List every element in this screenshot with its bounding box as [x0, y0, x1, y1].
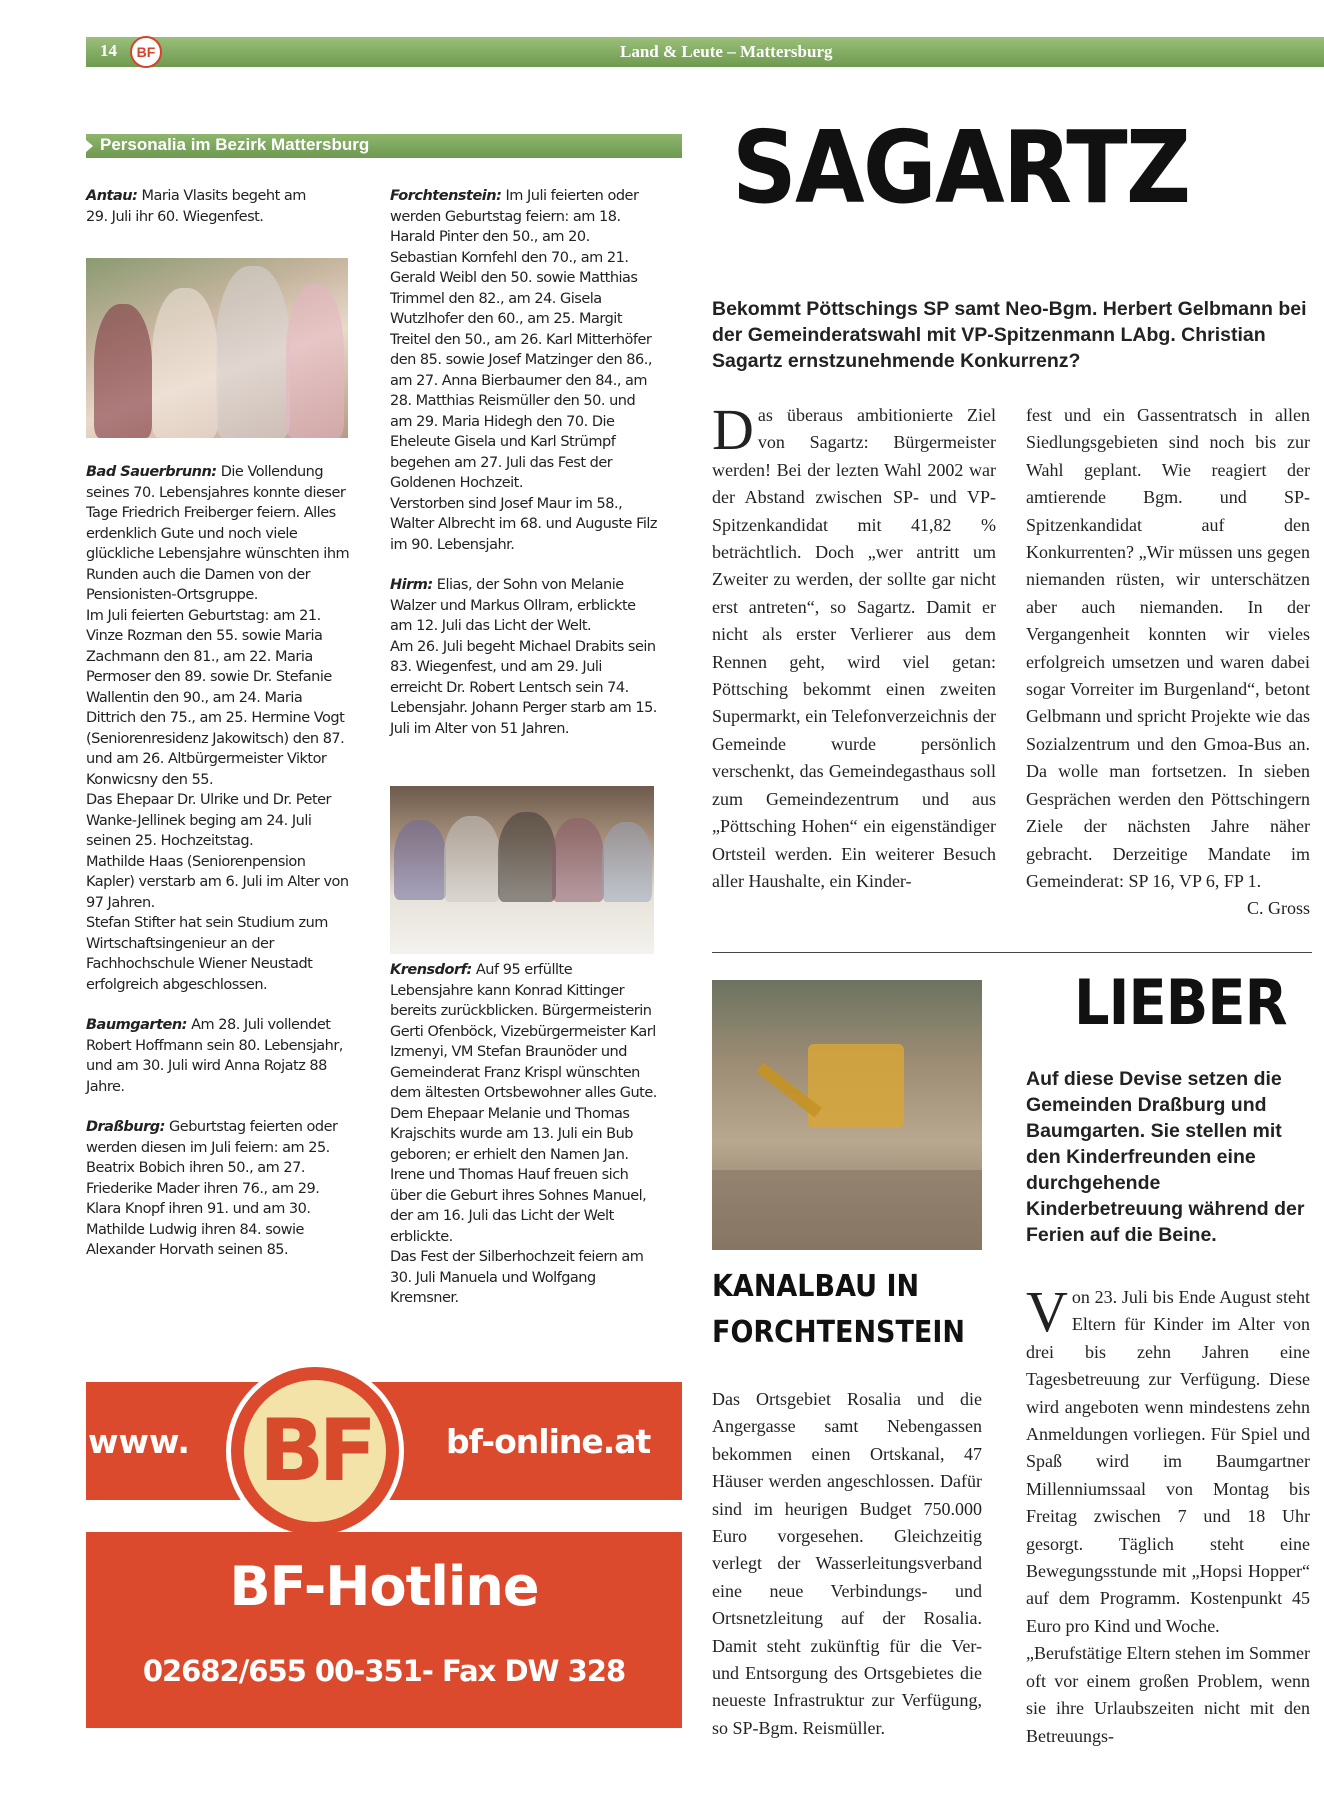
- lieber-headline: LIEBER: [1074, 966, 1287, 1039]
- ad-domain[interactable]: bf-online.at: [446, 1422, 651, 1461]
- text-forchtenstein-1: Im Juli feierten oder werden Geburtstag feiern: am 18. Harald Pinter den 50., am 20. Sebastian Kornfehl den 70., am 21. Gerald Weibl den 50. sowie Matthias Trimmel den 82., am 24. Gisela Wutzlhofer den 60., am 25. Margit Treitel den 50., am 26. Karl Mitterhöfer den 85. sowie Josef Matzinger den 86., am 27. Anna Bierbaumer den 84., am 28. Matthias Reismüller den 50. und am 29. Maria Hidegh den 70. Die Eheleute Gisela und Karl Strümpf begehen am 27. Juli das Fest der Goldenen Hochzeit.: [390, 188, 652, 491]
- bf-logo-icon: [244, 1380, 386, 1522]
- bf-logo-icon: [130, 36, 162, 68]
- arrow-icon: [86, 140, 93, 152]
- person-silhouette: [152, 288, 218, 438]
- kanalbau-headline-1: KANALBAU IN: [712, 1269, 920, 1304]
- text-hirm-1: Elias, der Sohn von Melanie Walzer und Markus Ollram, erblickte am 12. Juli das Licht der Welt.: [390, 577, 636, 634]
- sagartz-column-2: [1026, 402, 1310, 923]
- sagartz-text-2: fest und ein Gassentratsch in allen Siedlungsgebieten sind noch bis zur Wahl geplant. Wie reagiert der amtierende Bgm. und SP-Spitzenkandidat auf den Konkurrenten? „Wir müssen uns gegen niemanden rüsten, wir unterschätzen aber auch niemanden. In der Vergangenheit konnten wir vieles erfolgreich umsetzen und waren dabei sogar Vorreiter im Burgenland“, betont Gelbmann und spricht Projekte wie das Sozialzentrum und den Gmoa-Bus an. Da wolle man fortsetzen. In sieben Gesprächen werden den Pöttschingern Ziele der nächsten Jahre näher gebracht. Derzeitige Mandate im Gemeinderat: SP 16, VP 6, FP 1.: [1026, 405, 1310, 891]
- section-title: Land & Leute – Mattersburg: [620, 42, 833, 61]
- sagartz-column-1: [712, 397, 996, 895]
- ad-www: www.: [88, 1422, 190, 1461]
- person-silhouette: [94, 304, 152, 438]
- person-silhouette: [216, 266, 290, 438]
- text-bad-sauerbrunn-1: Die Vollendung seines 70. Lebensjahres konnte dieser Tage Friedrich Freiberger feiern. Alles erdenklich Gute und noch viele glückliche Lebensjahre wünschten ihm Runden auch die Damen von der Pensionisten-Ortsgruppe.: [86, 464, 350, 603]
- person-silhouette: [552, 818, 604, 902]
- text-drassburg: Geburtstag feierten oder werden diesen im Juli feiern: am 25. Beatrix Bobich ihren 50., am 27. Friederike Mader ihren 76., am 29. Klara Knopf ihren 91. und am 30. Mathilde Ludwig ihren 84. sowie Alexander Horvath seinen 85.: [86, 1119, 338, 1258]
- lieber-body: [1026, 1279, 1310, 1750]
- text-krensdorf-2: Dem Ehepaar Melanie und Thomas Krajschits wurde am 13. Juli ein Bub geboren; er erhielt den Namen Jan. Irene und Thomas Hauf freuen sich über die Geburt ihres Sohnes Manuel, der am 16. Juli das Licht der Welt erblickte.: [390, 1105, 647, 1245]
- personalia-forchtenstein: [390, 186, 658, 739]
- lieber-text-1: on 23. Juli bis Ende August steht Eltern für Kinder im Alter von drei bis zehn Jahren eine Tagesbetreuung zur Verfügung. Diese wird angeboten wenn mindestens zehn Anmeldungen vorliegen. Für Spiel und Spaß wird im Baumgartner Millenniumssaal von Montag bis Freitag zwischen 7 und 18 Uhr gesorgt. Täglich steht eine Bewegungsstunde mit „Hopsi Hopper“ auf dem Programm. Kostenpunkt 45 Euro pro Kind und Woche.: [1026, 1287, 1310, 1636]
- person-silhouette: [394, 820, 446, 900]
- place-bad-sauerbrunn: Bad Sauerbrunn:: [86, 464, 217, 480]
- person-silhouette: [286, 284, 344, 438]
- text-hirm-2: Am 26. Juli begeht Michael Drabits sein 83. Wiegenfest, und am 29. Juli erreicht Dr. Robert Lentsch sein 74. Lebensjahr. Johann Perger starb am 15. Juli im Alter von 51 Jahren.: [390, 638, 657, 737]
- person-silhouette: [444, 816, 500, 902]
- divider: [712, 952, 1312, 953]
- lieber-subhead: Auf diese Devise setzen die Gemeinden Draßburg und Baumgarten. Sie stellen mit den Kinderfreunden eine durchgehende Kinderbetreuung während der Ferien auf die Beine.: [1026, 1068, 1305, 1246]
- ad-hotline-phone[interactable]: 02682/655 00-351- Fax DW 328: [142, 1654, 626, 1688]
- personalia-antau: [86, 186, 331, 227]
- text-baumgarten: Am 28. Juli vollendet Robert Hoffmann sein 80. Lebensjahr, und am 30. Juli wird Anna Rojatz 88 Jahre.: [86, 1017, 343, 1095]
- text-krensdorf-3: Das Fest der Silberhochzeit feiern am 30. Juli Manuela und Wolfgang Kremsner.: [390, 1249, 644, 1306]
- personalia-bad-sauerbrunn: [86, 462, 354, 1261]
- place-krensdorf: Krensdorf:: [390, 962, 472, 978]
- kanalbau-body: Das Ortsgebiet Rosalia und die Angergasse samt Nebengassen bekommen einen Ortskanal, 47 Häuser werden angeschlossen. Dafür sind im heurigen Budget 750.000 Euro vorgesehen. Gleichzeitig verlegt der Wasserleitungsverband eine neue Verbindungs- und Ortsnetzleitung auf der Rosalia. Damit steht zukünftig für die Ver- und Entsorgung des Ortsgebietes die neueste Infrastruktur zur Verfügung, so SP-Bgm. Reismüller.: [712, 1389, 982, 1738]
- place-drassburg: Draßburg:: [86, 1119, 165, 1135]
- place-hirm: Hirm:: [390, 577, 433, 593]
- sagartz-dropcap: D: [712, 397, 754, 462]
- sagartz-headline: SAGARTZ: [732, 109, 1190, 226]
- lieber-dropcap: V: [1026, 1279, 1068, 1344]
- personalia-title: Personalia im Bezirk Mattersburg: [100, 135, 370, 154]
- personalia-krensdorf: [390, 960, 658, 1309]
- place-antau: Antau:: [86, 188, 138, 204]
- ad-logo-text: BF: [258, 1401, 372, 1501]
- place-forchtenstein: Forchtenstein:: [390, 188, 502, 204]
- person-silhouette: [602, 822, 652, 902]
- text-krensdorf-1: Auf 95 erfüllte Lebensjahre kann Konrad Kittinger bereits zurückblicken. Bürgermeisterin Gerti Ofenböck, Vizebürgermeister Karl Izmenyi, VM Stefan Braunöder und Gemeinderat Franz Krispl wünschten dem ältesten Ortsbewohner alles Gute.: [390, 962, 657, 1101]
- ground: [712, 1170, 982, 1250]
- text-forchtenstein-2: Verstorben sind Josef Maur im 58., Walter Albrecht im 68. und Auguste Filz im 90. Lebensjahr.: [390, 495, 658, 553]
- lieber-text-2: „Berufstätige Eltern stehen im Sommer oft vor einem großen Problem, wenn sie ihre Urlaubszeiten nicht mit den Betreuungs-: [1026, 1643, 1310, 1746]
- ad-hotline-title: BF-Hotline: [229, 1555, 539, 1618]
- text-bad-sauerbrunn-3: Das Ehepaar Dr. Ulrike und Dr. Peter Wanke-Jellinek beging am 24. Juli seinen 25. Hochzeitstag.: [86, 792, 332, 849]
- sagartz-subhead: Bekommt Pöttschings SP samt Neo-Bgm. Herbert Gelbmann bei der Gemeinderatswahl mit VP-Spitzenmann LAbg. Christian Sagartz ernstzunehmende Konkurrenz?: [712, 298, 1307, 372]
- text-antau: Maria Vlasits begeht am 29. Juli ihr 60. Wiegenfest.: [86, 188, 306, 225]
- text-bad-sauerbrunn-4: Mathilde Haas (Seniorenpension Kapler) verstarb am 6. Juli im Alter von 97 Jahren.: [86, 853, 349, 911]
- page-number: 14: [100, 41, 117, 60]
- sagartz-text-1: as überaus ambitionierte Ziel von Sagartz: Bürgermeister werden! Bei der lezten Wahl 2002 war der Abstand zwischen SP- und VP-Spitzenkandidat mit 41,82 % beträchtlich. Doch „wer antritt um Zweiter zu werden, der sollte gar nicht erst antreten“, so Sagartz. Damit er nicht als erster Verlierer aus dem Rennen geht, wird viel getan: Pöttsching bekommt einen zweiten Supermarkt, ein Telefonverzeichnis der Gemeinde wurde persönlich verschenkt, das Gemeindegasthaus soll zum Gemeindezentrum und aus „Pöttsching Hohen“ ein eigenständiger Ortsteil werden. Ein weiterer Besuch aller Haushalte, ein Kinder-: [712, 405, 996, 891]
- photo-four-women: [86, 258, 348, 438]
- text-bad-sauerbrunn-5: Stefan Stifter hat sein Studium zum Wirtschaftsingenieur an der Fachhochschule Wiener Neustadt erfolgreich abgeschlossen.: [86, 915, 328, 993]
- kanalbau-headline-2: FORCHTENSTEIN: [712, 1315, 966, 1350]
- person-silhouette: [498, 812, 556, 902]
- excavator-body: [808, 1044, 904, 1128]
- place-baumgarten: Baumgarten:: [86, 1017, 187, 1033]
- photo-group-table: [390, 786, 654, 954]
- text-bad-sauerbrunn-2: Im Juli feierten Geburtstag: am 21. Vinze Rozman den 55. sowie Maria Zachmann den 81., am 22. Maria Permoser den 89. sowie Dr. Stefanie Wallentin den 90., am 24. Maria Dittrich den 75., am 25. Hermine Vogt (Seniorenresidenz Jakowitsch) den 87. und am 26. Altbürgermeister Viktor Konwicsny den 55.: [86, 607, 345, 788]
- sagartz-author: C. Gross: [1246, 898, 1310, 919]
- bf-logo-text: BF: [136, 44, 156, 60]
- photo-excavator: [712, 980, 982, 1250]
